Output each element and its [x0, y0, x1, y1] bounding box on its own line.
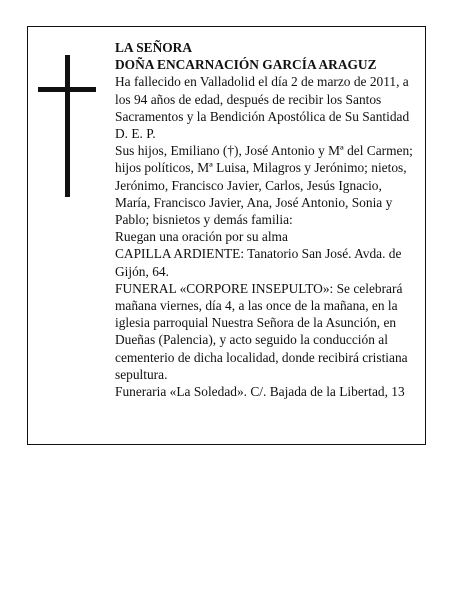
chapel-info: CAPILLA ARDIENTE: Tanatorio San José. Avda. de Gijón, 64.: [115, 246, 402, 279]
deceased-name: DOÑA ENCARNACIÓN GARCÍA ARAGUZ: [115, 57, 377, 73]
cross-vertical-bar: [65, 55, 70, 197]
funeral-home: Funeraria «La Soledad». C/. Bajada de la Libertad, 13: [115, 384, 405, 400]
death-paragraph: Ha fallecido en Valladolid el día 2 de marzo de 2011, a los 94 años de edad, después de recibir los Santos Sacramentos y la Bendición Apostólica de Su Santidad D. E. P.: [115, 74, 410, 142]
funeral-info: FUNERAL «CORPORE INSEPULTO»: Se celebrará mañana viernes, día 4, a las once de la mañana, en la iglesia parroquial Nuestra Señora de la Asunción, en Dueñas (Palencia), y acto seguido la conducción al cementerio de dicha localidad, donde recibirá cristiana sepultura.: [115, 280, 408, 382]
obituary-text: [115, 39, 420, 400]
family-paragraph: Sus hijos, Emiliano (†), José Antonio y Mª del Carmen; hijos políticos, Mª Luisa, Milagros y Jerónimo; nietos, Jerónimo, Francisco Javier, Carlos, Jesús Ignacio, María, Francisco Javier, Ana, José Antonio, Sonia y Pablo; bisnietos y demás familia:: [115, 143, 413, 228]
cross-horizontal-bar: [38, 87, 96, 92]
title-line-1: LA SEÑORA: [115, 40, 193, 55]
prayer-request: Ruegan una oración por su alma: [115, 229, 288, 245]
latin-cross-icon: [38, 55, 96, 197]
